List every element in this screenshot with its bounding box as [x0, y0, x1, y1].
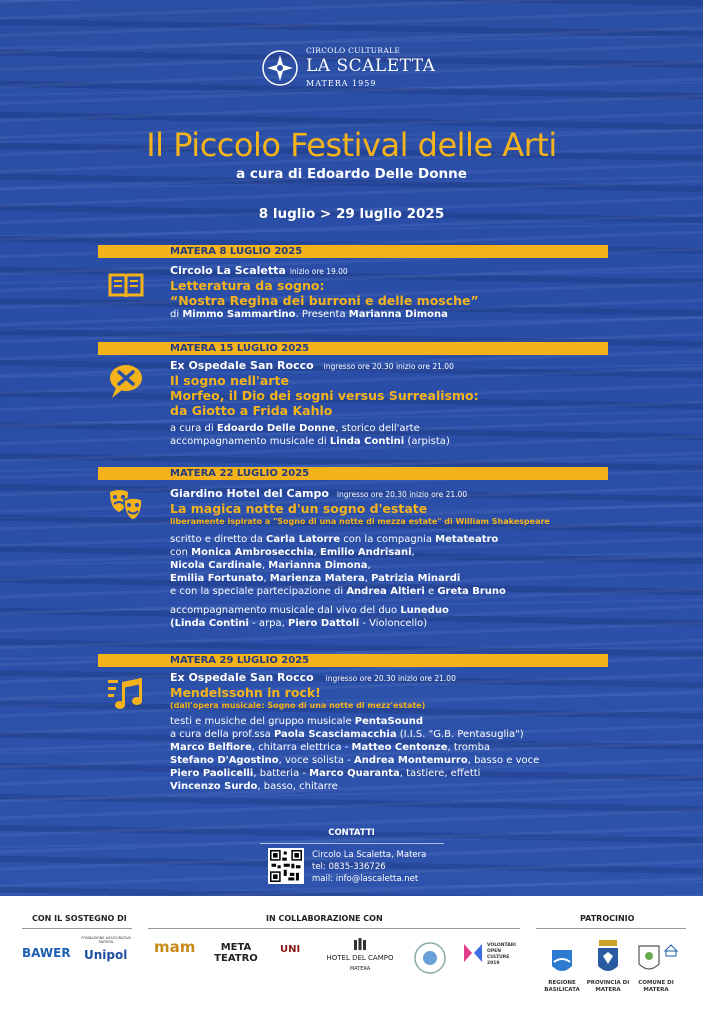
contact-info	[312, 849, 426, 885]
text: con la compagnia	[340, 534, 436, 545]
ensemble-name: PentaSound	[354, 716, 424, 727]
org-city: MATERA 1959	[306, 79, 377, 88]
sponsor-tiny-text: FONDAZIONE ASSICURATIVA MATERA	[81, 936, 131, 944]
provincia-matera-label: PROVINCIA DI MATERA	[586, 980, 630, 993]
event-title: Mendelssohn in rock!	[170, 685, 321, 700]
regione-basilicata-label: REGIONE BASILICATA	[544, 980, 580, 993]
sponsors-strip	[0, 896, 703, 1024]
person-name: Mimmo Sammartino	[182, 309, 296, 320]
org-name: LA SCALETTA	[306, 56, 436, 76]
festival-dates: 8 luglio > 29 luglio 2025	[258, 206, 445, 222]
unipol-logo: Unipol	[84, 948, 128, 962]
person-name: Linda Contini	[329, 436, 405, 447]
text: , basso e voce	[467, 755, 540, 766]
person-name: Monica Ambrosecchia	[191, 547, 314, 558]
event-subtitle: (dall'opera musicale: Sogno di una notte di mezz'estate)	[170, 701, 426, 710]
person-name: Patrizia Minardi	[371, 573, 461, 584]
text: con	[170, 547, 192, 558]
event-date-band: MATERA 22 LUGLIO 2025	[98, 467, 608, 480]
comune-matera-label: COMUNE DI MATERA	[638, 980, 674, 993]
event-time: ingresso ore 20.30 inizio ore 21.00	[336, 490, 468, 499]
text: e con la speciale partecipazione di	[170, 586, 347, 597]
person-name: Marco Quaranta	[309, 768, 400, 779]
person-name: Greta Bruno	[437, 586, 506, 597]
collab-heading: IN COLLABORAZIONE CON	[266, 914, 383, 923]
event-venue: Giardino Hotel del Campo	[170, 487, 329, 500]
event-details	[170, 671, 650, 793]
support-heading: CON IL SOSTEGNO DI	[32, 914, 127, 923]
text: testi e musiche del gruppo musicale	[170, 716, 355, 727]
person-name: Paola Scasciamacchia	[273, 729, 397, 740]
event-title: La magica notte d'un sogno d'estate	[170, 501, 428, 516]
metateatro-logo: META TEATRO	[214, 942, 258, 964]
text: , tromba	[447, 742, 491, 753]
text: accompagnamento musicale dal vivo del duo	[170, 605, 401, 616]
contact-name: Circolo La Scaletta, Matera	[312, 850, 427, 860]
event-title: da Giotto a Frida Kahlo	[170, 403, 333, 418]
contact-phone[interactable]: tel: 0835-336726	[312, 862, 386, 872]
text: , voce solista -	[278, 755, 354, 766]
person-name: Andrea Montemurro	[353, 755, 468, 766]
event-details	[170, 359, 650, 448]
event-date-band: MATERA 15 LUGLIO 2025	[98, 342, 608, 355]
text: scritto e diretto da	[170, 534, 267, 545]
ensemble-name: Luneduo	[400, 605, 449, 616]
text: - Violoncello)	[359, 618, 428, 629]
event-details: Giardino Hotel del Campo ingresso ore 20.30 inizio ore 21.00 La magica notte d'un sogno d'estate liberamente ispirato a "Sogno di una notte di mezza estate" di William Shakespeare scritto e diretto da Carla Latorre con la compagnia Metateatro con Monica Ambrosecchia, Emilio Andrisani, Nicola Cardinale, Marianna Dimona, Emilia Fortunato, Marienza Matera, Patrizia Minardi e con la speciale partecipazione di Andrea Altieri e Greta Bruno accompagnamento musicale dal vivo del duo Luneduo (Linda Contini - arpa, Piero Dattoli - Violoncello)	[170, 487, 650, 630]
event-title: “Nostra Regina dei burroni e delle mosche”	[170, 293, 479, 308]
person-name: Matteo Centonze	[351, 742, 448, 753]
theater-masks-icon	[104, 484, 148, 528]
unesco-icon	[664, 944, 678, 958]
event-venue: Ex Ospedale San Rocco	[170, 671, 314, 684]
divider	[22, 928, 132, 929]
person-name: Emilio Andrisani	[320, 547, 412, 558]
person-name: Piero Dattoli	[288, 618, 360, 629]
event-date-band: MATERA 8 LUGLIO 2025	[98, 245, 608, 258]
divider	[148, 928, 520, 929]
hotel-campo-logo: HOTEL DEL CAMPO	[326, 954, 394, 962]
page-title: Il Piccolo Festival delle Arti	[146, 126, 557, 164]
text: accompagnamento musicale di	[170, 436, 330, 447]
page-subtitle: a cura di Edoardo Delle Donne	[236, 166, 467, 182]
patron-heading: PATROCINIO	[580, 914, 635, 923]
person-name: Marienza Matera	[269, 573, 365, 584]
person-name: Marianna Dimona	[268, 560, 368, 571]
event-title: Il sogno nell'arte	[170, 373, 289, 388]
event-details	[170, 264, 650, 321]
event-title: Morfeo, il Dio dei sogni versus Surrealismo:	[170, 388, 479, 403]
bawer-logo: BAWER	[22, 946, 71, 960]
person-name: Carla Latorre	[266, 534, 341, 545]
person-name: Nicola Cardinale	[170, 560, 262, 571]
text: (I.I.S. "G.B. Pentasuglia")	[396, 729, 524, 740]
uni-logo: UNI	[280, 944, 301, 955]
divider	[536, 928, 686, 929]
event-venue: Ex Ospedale San Rocco	[170, 359, 314, 372]
person-name: Stefano D'Agostino	[170, 755, 279, 766]
person-name: Andrea Altieri	[346, 586, 425, 597]
regione-basilicata-crest-icon	[550, 948, 574, 976]
text: . Presenta	[295, 309, 349, 320]
person-name: Marco Belfiore	[170, 742, 252, 753]
text: e	[424, 586, 438, 597]
event-date-band: MATERA 29 LUGLIO 2025	[98, 654, 608, 667]
scaletta-emblem-icon	[262, 50, 298, 86]
mam-logo: mam	[154, 938, 196, 956]
text: di	[170, 309, 183, 320]
text: - arpa,	[248, 618, 289, 629]
divider	[260, 843, 444, 844]
comune-matera-crest-icon	[636, 942, 662, 976]
event-time: ingresso ore 20.30 inizio ore 21.00	[325, 674, 456, 683]
text: (arpista)	[404, 436, 450, 447]
person-name: Marianna Dimona	[348, 309, 448, 320]
book-icon	[104, 263, 148, 307]
event-subtitle: liberamente ispirato a "Sogno di una notte di mezza estate" di William Shakespeare	[170, 517, 550, 526]
event-venue: Circolo La Scaletta	[170, 264, 286, 277]
contacts-heading: CONTATTI	[328, 828, 375, 838]
text: , tastiere, effetti	[399, 768, 481, 779]
person-name: Edoardo Delle Donne	[216, 423, 336, 434]
person-name: Piero Paolicelli	[170, 768, 254, 779]
open-culture-logo: VOLONTARI OPEN CULTURE 2019	[487, 943, 516, 966]
chat-brush-icon	[104, 358, 148, 402]
text: , batteria -	[253, 768, 310, 779]
person-name: (Linda Contini	[170, 618, 249, 629]
person-name: Vincenzo Surdo	[170, 781, 258, 792]
event-title: Letteratura da sogno:	[170, 278, 325, 293]
company-name: Metateatro	[435, 534, 499, 545]
hotel-emblem-icon	[352, 936, 368, 952]
org-small-label: CIRCOLO CULTURALE	[306, 46, 401, 55]
circle-network-logo	[412, 940, 448, 976]
text: , storico dell'arte	[335, 423, 420, 434]
qr-code-icon[interactable]	[268, 848, 304, 884]
text: a cura della prof.ssa	[170, 729, 274, 740]
hotel-campo-city: MATERA	[349, 966, 371, 972]
event-time: inizio ore 19.00	[289, 267, 348, 276]
text: a cura di	[170, 423, 217, 434]
person-name: Emilia Fortunato	[170, 573, 264, 584]
provincia-matera-crest-icon	[595, 938, 621, 976]
text: , basso, chitarre	[257, 781, 338, 792]
music-notes-icon	[104, 672, 148, 716]
org-logo	[262, 46, 442, 94]
open-culture-logo-icon	[462, 942, 484, 964]
contact-email[interactable]: mail: info@lascaletta.net	[312, 874, 419, 884]
event-time: ingresso ore 20.30 inizio ore 21.00	[323, 362, 454, 371]
text: , chitarra elettrica -	[251, 742, 352, 753]
